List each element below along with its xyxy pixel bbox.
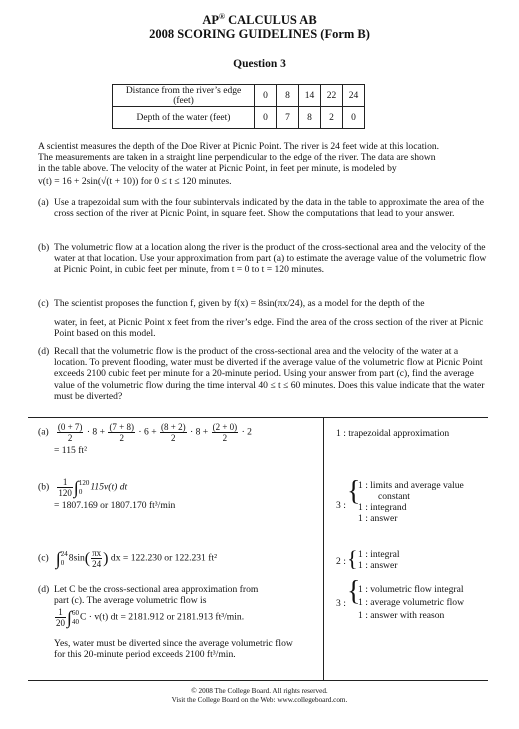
table-row [113,107,365,129]
column-divider [323,417,324,680]
points-d: 1 : volumetric flow integral 1 : average volumetric flow 1 : answer with reason [358,584,465,621]
score-c: 2 : [336,556,346,567]
brace-d: { [347,576,361,607]
divider [28,417,488,418]
problem-intro: A scientist measures the depth of the Doe River at Picnic Point. The river is 24 feet wide at this location. The measurements are taken in a straight line perpendicular to the edge of the river. The data are shown in the table above. The velocity of the water at Picnic Point, in feet per minute, is modeled by v(t) = 16 + 2sin(√(t + 10)) for 0 ≤ t ≤ 120 minutes. [38,141,493,187]
divider [28,680,488,681]
part-d-question: (d) Recall that the volumetric flow is the product of the cross-sectional area and the velocity of the water at a location. To prevent flooding, water must be diverted if the average value of the volumetric flow at Picnic Point exceeds 2100 cubic feet per minute for a 20-minute period. Using your answer from part (c), find the average value of the volumetric flow during the time interval 40 ≤ t ≤ 60 minutes. Does this value indicate that the water must be diverted? [38,346,485,402]
table-cell: 8 [299,107,321,129]
score-d: 3 : [336,598,346,609]
table-cell: 0 [255,107,277,129]
table-cell: 0 [255,85,277,107]
brace-b: { [347,476,361,507]
table-cell: 2 [321,107,343,129]
table-header-distance: Distance from the river’s edge (feet) [113,85,255,107]
part-c-question: (c) The scientist proposes the function f, given by f(x) = 8sin(πx/24), as a model for the depth of the water, in feet, at Picnic Point x feet from the river’s edge. Find the area of the cross section of the river at Picnic Point based on this model. [38,298,484,340]
velocity-model: v(t) = 16 + 2sin(√(t + 10)) for 0 ≤ t ≤ 120 minutes. [38,175,232,187]
solution-d: (d) Let C be the cross-sectional area approximation from part (c). The average volumetric flow is $\frac{1}{20}$ ∫60 40C · v(t) dt = 2181.912 or 2181.913 ft³/min. Yes, water must be diverted since the average volumetric flow for this 20-minute period exceeds 2100 ft³/min. [38,584,293,660]
table-cell: 0 [343,107,365,129]
table-cell: 8 [277,85,299,107]
solution-b: (b) $\frac{1}{120}$ ∫120 0 115v(t) dt = 1807.169 or 1807.170 ft³/min [38,477,323,511]
table-row [113,85,365,107]
score-b: 3 : [336,500,346,511]
table-cell: 14 [299,85,321,107]
part-a-question: (a) Use a trapezoidal sum with the four subintervals indicated by the data in the table to approximate the area of the cross section of the river at Picnic Point, in square feet. Show the computations that lead to your answer. [38,197,484,220]
part-b-question: (b) The volumetric flow at a location along the river is the product of the cross-sectional area and the velocity of the water at that location. Use your approximation from part (a) to estimate the average value of the volumetric flow at Picnic Point, in cubic feet per minute, from t = 0 to t = 120 minutes. [38,242,487,276]
solution-a-result: = 115 ft² [54,445,87,456]
solution-a: (a) $\frac{(0 + 7)}{2}$ · 8 + $\frac{(7 + 8)}{2}$ · 6 + $\frac{(8 + 2)}{2}$ · 8 + $\frac{(2 + 0)}{2}$ · 2 = 115 ft² [38,422,323,456]
points-c: 1 : integral 1 : answer [358,549,400,571]
table-cell: 7 [277,107,299,129]
footer-website: Visit the College Board on the Web: www.collegeboard.com. [171,696,348,704]
solution-b-result: = 1807.169 or 1807.170 ft³/min [54,500,176,511]
brace-c: { [347,546,358,571]
question-heading: Question 3 [233,58,286,70]
page-subtitle: 2008 SCORING GUIDELINES (Form B) [149,27,370,41]
points-b: 1 : limits and average value constant 1 : integrand 1 : answer [358,480,464,524]
footer-copyright: © 2008 The College Board. All rights reserved. [191,687,328,695]
page-title: AP® CALCULUS AB [202,12,317,28]
table-header-depth: Depth of the water (feet) [113,107,255,129]
points-a: 1 : trapezoidal approximation [336,428,450,439]
table-cell: 22 [321,85,343,107]
table-cell: 24 [343,85,365,107]
data-table [112,84,365,129]
solution-c: (c) ∫24 0 8sin( $\frac{\pi x}{24}$ ) dx = 122.230 or 122.231 ft² [38,548,217,569]
